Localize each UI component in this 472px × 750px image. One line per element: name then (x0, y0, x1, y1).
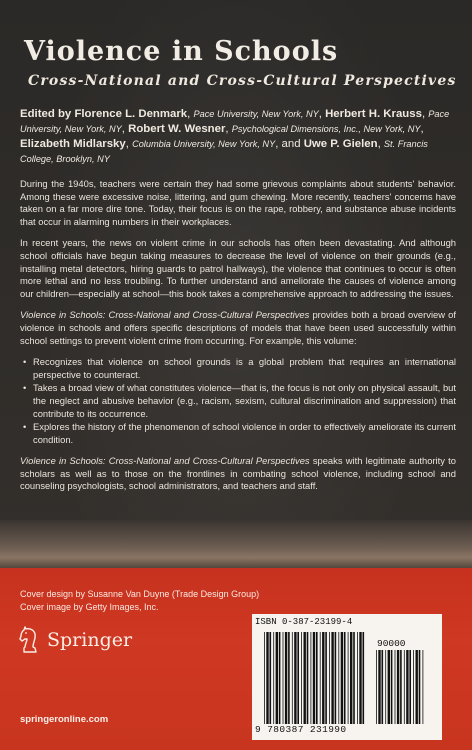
barcode-bar (391, 650, 393, 724)
barcode-bar (423, 650, 424, 724)
barcode-bar (311, 632, 312, 724)
barcode-bar (359, 632, 361, 724)
editor-affiliation: Psychological Dimensions, Inc., New York, NY (231, 124, 421, 134)
barcode-bar (329, 632, 330, 724)
ean-barcode (264, 632, 366, 724)
barcode-bar (283, 632, 284, 724)
barcode-bar (301, 632, 302, 724)
book-title-inline: Violence in Schools: Cross-National and Cross-Cultural Perspectives (20, 455, 310, 467)
barcode-bar (344, 632, 346, 724)
editor-name: Florence L. Denmark (74, 108, 188, 120)
barcode-bar (288, 632, 290, 724)
barcode-bar (313, 632, 315, 724)
barcode-bar (304, 632, 306, 724)
editor-affiliation: Columbia University, New York, NY (132, 139, 276, 149)
barcode-bar (395, 650, 396, 724)
chalk-tray (0, 520, 472, 570)
springer-logo (18, 626, 132, 654)
list-item: • Takes a broad view of what constitutes violence—that is, the focus is not only on physical assault, but the neglect and abusive behavior (e.g., racism, sexism, cultural discrimination and suppression) that contribute to its occurrence. (20, 382, 456, 420)
barcode-bar (341, 632, 343, 724)
barcode-bar (307, 632, 309, 724)
barcode-bar (325, 632, 327, 724)
barcode-bar (285, 632, 287, 724)
publisher-url[interactable]: springeronline.com (20, 714, 109, 725)
barcode-bar (400, 650, 402, 724)
barcode-bar (378, 650, 380, 724)
list-item: • Explores the history of the phenomenon of school violence in order to effectively ameliorate its current condition. (20, 421, 456, 446)
barcode-bar (353, 632, 355, 724)
cover-credits (20, 588, 259, 613)
barcode-bar (350, 632, 352, 724)
barcode-bar (382, 650, 384, 724)
editor-name: Herbert H. Krauss (325, 108, 422, 120)
list-item: • Recognizes that violence on school grounds is a global problem that requires an international perspective to counteract. (20, 356, 456, 381)
ean-digits: 9 780387 231990 (255, 724, 347, 735)
barcode-bar (376, 650, 377, 724)
barcode-bar (270, 632, 272, 724)
book-title: Violence in Schools (24, 36, 339, 67)
book-subtitle: Cross-National and Cross-Cultural Perspectives (28, 73, 457, 89)
editor-affiliation: St. Francis College, Brooklyn, NY (20, 139, 428, 164)
barcode-bar (320, 632, 321, 724)
barcode-bar (338, 632, 339, 724)
barcode-bar (348, 632, 349, 724)
paragraph-overview: Violence in Schools: Cross-National and Cross-Cultural Perspectives provides both a broad overview of violence in schools and offers specific descriptions of models that have been used successfully within school settings to prevent violent crime from occurring. For example, this volume: (20, 309, 456, 346)
editors-intro: Edited by (20, 108, 75, 120)
barcode-bar (292, 632, 293, 724)
price-code: 90000 (377, 638, 406, 649)
barcode-bar (397, 650, 399, 724)
barcode-bar (266, 632, 268, 724)
barcode-bar (404, 650, 405, 724)
barcode-box (252, 614, 442, 740)
editor-name: Elizabeth Midlarsky (20, 138, 126, 150)
barcode-bar (331, 632, 333, 724)
cover-design-credit: Cover design by Susanne Van Duyne (Trade Design Group) (20, 589, 260, 599)
springer-chess-knight-icon (18, 626, 42, 654)
paragraph-audience: Violence in Schools: Cross-National and Cross-Cultural Perspectives speaks with legitimate authority to scholars as well as to those on the frontlines in combating school violence, including school and counseling psychologists, school administrators, and teachers and staff. (20, 455, 456, 492)
editor-name: Robert W. Wesner (128, 123, 226, 135)
editor-name: Uwe P. Gielen (303, 138, 378, 150)
barcode-bar (388, 650, 390, 724)
barcode-bar (294, 632, 296, 724)
paragraph-history: During the 1940s, teachers were certain they had some grievous complaints about students' behavior. Among these were excessive noise, littering, and gum chewing. More recently, teachers' concerns have taken on a far more dire tone. Today, their focus is on the rape, robbery, and substance abuse incidents that occur in alarming numbers in their workplaces. (20, 178, 456, 227)
barcode-bar (385, 650, 386, 724)
addon-barcode (376, 650, 424, 724)
publisher-name: Springer (47, 629, 133, 651)
editors-block: Edited by Florence L. Denmark, Pace University, New York, NY, Herbert H. Krauss, Pace University, New York, NY, Robert W. Wesner, Psychological Dimensions, Inc., New York, NY, Elizabeth Midlarsky, Columbia University, New York, NY, and Uwe P. Gielen, St. Francis College, Brooklyn, NY (20, 108, 450, 164)
barcode-bar (419, 650, 421, 724)
barcode-bar (273, 632, 274, 724)
barcode-bar (264, 632, 265, 724)
barcode-bar (276, 632, 278, 724)
barcode-bar (416, 650, 418, 724)
barcode-bar (409, 650, 411, 724)
barcode-bar (357, 632, 358, 724)
editor-affiliation: Pace University, New York, NY (20, 109, 450, 134)
barcode-bar (406, 650, 408, 724)
paragraph-recent: In recent years, the news on violent crime in our schools has often been devastating. And although school officials have begun taking measures to decrease the level of violence on their grounds (e.g., installing metal detectors, hiring guards to patrol hallways), the violence that continues to occur is often more lethal and no less troubling. To further understand and ameliorate the causes of violence among our children—especially at school—this book takes a comprehensive approach to addressing the issues. (20, 237, 456, 299)
feature-list (20, 356, 456, 446)
isbn-label: ISBN 0-387-23199-4 (255, 617, 353, 627)
cover-image-credit: Cover image by Getty Images, Inc. (20, 601, 159, 612)
barcode-bar (335, 632, 337, 724)
barcode-bar (322, 632, 324, 724)
barcode-bar (363, 632, 365, 724)
description-body (20, 178, 456, 502)
barcode-bar (316, 632, 318, 724)
barcode-bar (413, 650, 414, 724)
editor-affiliation: Pace University, New York, NY (193, 109, 319, 119)
book-title-inline: Violence in Schools: Cross-National and Cross-Cultural Perspectives (20, 309, 310, 321)
barcode-bar (279, 632, 281, 724)
barcode-bar (297, 632, 299, 724)
